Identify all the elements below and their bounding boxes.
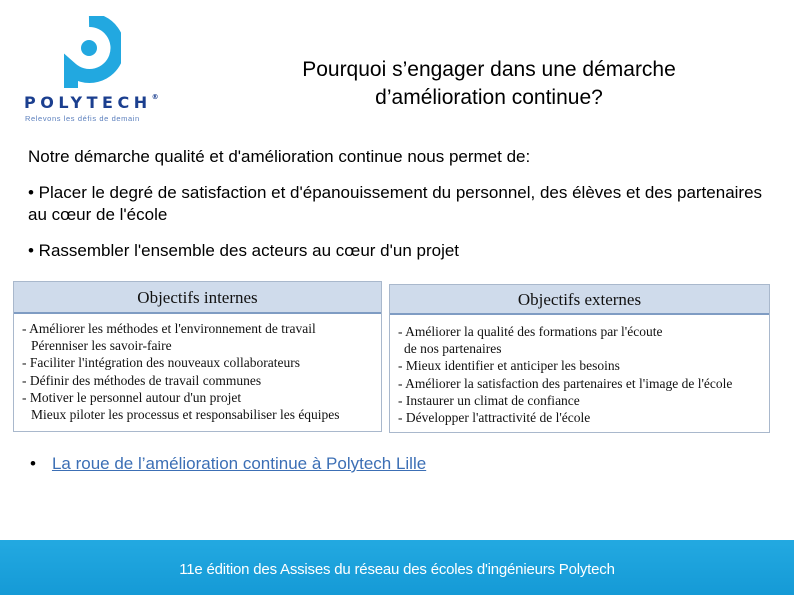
list-item: - Faciliter l'intégration des nouveaux collaborateurs xyxy=(22,355,300,371)
footer-banner xyxy=(0,540,794,595)
page-title xyxy=(236,56,742,112)
title-line-2: d’amélioration continue? xyxy=(375,86,603,109)
logo-name: POLYTECH® xyxy=(24,93,159,112)
internal-objectives-heading: Objectifs internes xyxy=(14,282,381,314)
list-item: - Améliorer les méthodes et l'environnement de travail xyxy=(22,321,316,336)
internal-objectives-panel xyxy=(13,281,382,432)
list-item: - Développer l'attractivité de l'école xyxy=(398,410,591,426)
list-item: - Mieux identifier et anticiper les besoins xyxy=(398,358,620,374)
external-objectives-panel xyxy=(389,284,770,433)
bullet-satisfaction: • Placer le degré de satisfaction et d'épanouissement du personnel, des élèves et des partenaires au cœur de l'école xyxy=(28,183,763,224)
list-item: Pérenniser les savoir-faire xyxy=(31,338,172,354)
link-bullet: • xyxy=(30,454,36,473)
internal-objectives-list xyxy=(14,314,381,423)
registered-mark: ® xyxy=(151,93,159,101)
intro-text: Notre démarche qualité et d'amélioration continue nous permet de: xyxy=(28,147,531,166)
continuous-improvement-wheel-link[interactable]: La roue de l’amélioration continue à Polytech Lille xyxy=(51,454,427,473)
list-item: - Définir des méthodes de travail communes xyxy=(22,372,262,388)
external-objectives-list xyxy=(390,315,769,426)
polytech-logo-icon xyxy=(57,16,121,96)
list-item: Mieux piloter les processus et responsabiliser les équipes xyxy=(31,407,340,423)
list-item: - Motiver le personnel autour d'un projet xyxy=(22,389,242,405)
list-item: de nos partenaires xyxy=(404,341,502,357)
footer-text: 11e édition des Assises du réseau des écoles d'ingénieurs Polytech xyxy=(179,561,615,578)
polytech-logo xyxy=(24,14,164,123)
list-item: - Améliorer la satisfaction des partenaires et l'image de l'école xyxy=(398,375,733,391)
title-line-1: Pourquoi s’engager dans une démarche xyxy=(302,58,676,81)
list-item: - Instaurer un climat de confiance xyxy=(398,392,580,408)
logo-tagline: Relevons les défis de demain xyxy=(25,114,140,123)
external-objectives-heading: Objectifs externes xyxy=(390,285,769,315)
continuous-improvement-link-row xyxy=(30,453,426,475)
list-item: - Améliorer la qualité des formations par l'écoute xyxy=(398,324,663,339)
bullet-gather-actors: • Rassembler l'ensemble des acteurs au cœur d'un projet xyxy=(28,241,460,260)
